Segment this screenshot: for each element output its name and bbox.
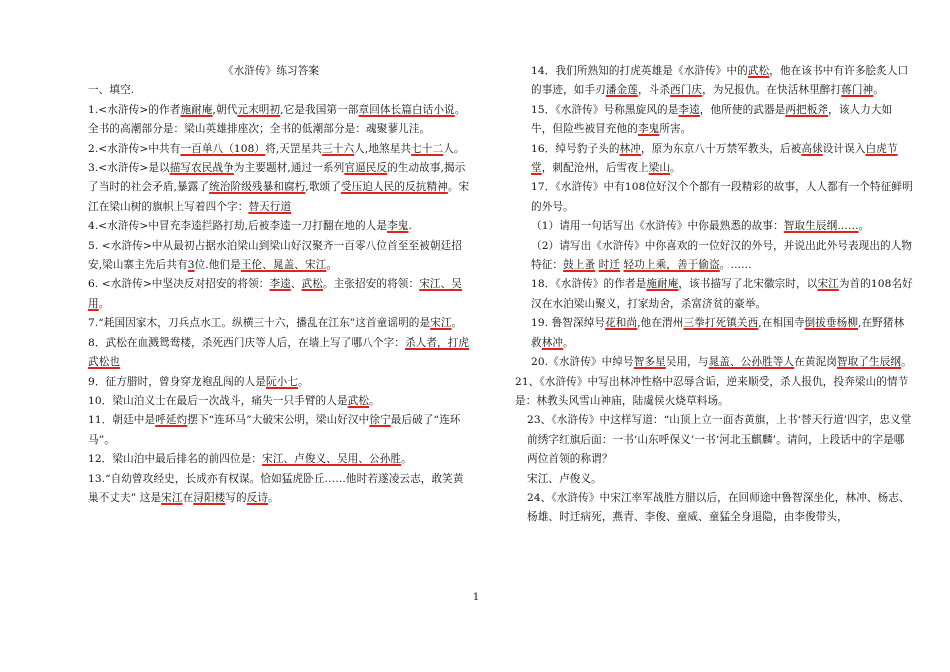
right-column [515, 62, 913, 528]
question-5: 5. <水浒传>中从最初占据水泊梁山到梁山好汉聚齐一百零八位首至至被朝廷招安,梁山寨主先后共有3位.他们是王伦、晁盖、宋江。 [88, 239, 462, 272]
answer: 宋江 [817, 278, 839, 291]
answer: 武松 [301, 278, 323, 291]
answer: 章回体长篇白话小说 [358, 103, 455, 116]
answer: 潘金莲 [605, 84, 638, 97]
left-column [72, 62, 470, 508]
answer: 三拳打死镇关西 [683, 317, 759, 330]
question-4: 4.<水浒传>中冒充李逵拦路打劫,后被李逵一刀打翻在地的人是李鬼. [88, 220, 412, 233]
answer: 宋江 [430, 317, 452, 330]
answer: 林冲 [541, 336, 564, 349]
answer: 李逵 [269, 278, 291, 291]
answer: 杀人者，打虎武松也 [88, 336, 470, 369]
answer: 呼延灼 [155, 414, 188, 427]
question-23-answer: 宋江、卢俊义。 [527, 472, 602, 485]
answer: 西门庆 [670, 84, 703, 97]
answer: 一百单八（108） [180, 142, 266, 155]
question-24: 24、《水浒传》中宋江率军战胜方腊以后，在回师途中鲁智深坐化，林冲、杨志、杨雄、时迁病死，燕青、李俊、童威、童猛全身退隐，由李俊带头， [527, 491, 910, 524]
question-1: 1.<水浒传>的作者施耐庵,朝代元末明初,它是我国第一部章回体长篇白话小说。全书的高潮部分是：梁山英雄排座次；全书的低潮部分是：魂聚蓼儿洼。 [88, 103, 466, 136]
question-6: 6. <水浒传>中坚决反对招安的将领：李逵、武松。主张招安的将领：宋江、吴用。 [88, 278, 462, 310]
answer: 王伦、晁盖、宋江 [240, 259, 327, 272]
answer: 武松 [747, 65, 770, 77]
answer: 七十二 [411, 142, 444, 155]
question-9: 9．征方腊时，曾身穿龙袍乱闯的人是阮小七。 [88, 375, 309, 388]
question-14: 14．我们所熟知的打虎英雄是《水浒传》中的武松，他在该书中有许多脍炙人口的事迹，如手刃潘金莲，斗杀西门庆，为兄报仇。在快活林里醉打蒋门神。 [531, 65, 909, 97]
answer: 宋江 [161, 491, 183, 504]
answer: 白虎节堂 [531, 142, 898, 175]
answer: 鼓上蚤 [563, 259, 596, 272]
answer: 智取了生辰纲 [836, 356, 902, 369]
question-13: 13.“自幼曾攻经史，长成亦有权谋。恰如猛虎卧丘……他时若遂凌云志，敢笑黄巢不丈夫” 这是宋江在浔阳楼写的反诗。 [88, 472, 464, 504]
answer: 阮小七 [265, 375, 299, 388]
answer: 武松 [347, 394, 370, 407]
question-21: 21、《水浒传》中写出林冲性格中忍辱含诟，逆来顺受，杀人报仇，投奔梁山的情节是：林教头风雪山神庙，陆虞侯火烧草料场。 [515, 375, 909, 407]
answer: 徐宁 [369, 414, 391, 427]
question-17-part-2: （2）请写出《水浒传》中你喜欢的一位好汉的外号，并说出此外号表现出的人物特征：鼓上蚤 时迁 轻功上乘，善于偷盗。…… [531, 239, 913, 272]
question-7: 7.“耗国因家木，刀兵点水工。纵横三十六，播乱在江东”这首童谣明的是宋江。 [88, 317, 463, 330]
answer: 高俅 [801, 142, 823, 155]
answer: 施耐庵 [180, 103, 213, 116]
answer: 梁山 [648, 162, 671, 175]
question-10: 10．梁山泊义士在最后一次战斗，痛失一只手臂的人是武松。 [88, 394, 380, 407]
answer: 描写农民战争 [169, 162, 234, 175]
question-2: 2.<水浒传>中共有一百单八（108）将,天罡星共三十六人,地煞星共七十二人。 [88, 142, 465, 155]
answer: 倒拔垂杨柳 [804, 317, 859, 330]
answer: 官逼民反 [344, 162, 388, 175]
answer: 李逵 [678, 103, 700, 116]
question-18: 18．《水浒传》的作者是施耐庵，该书描写了北宋徽宗时，以宋江为首的108名好汉在水泊梁山聚义，打家劫舍，杀富济贫的豪举。 [531, 278, 913, 310]
document-title: 《水浒传》练习答案 [222, 65, 320, 77]
question-19: 19. 鲁智深绰号花和尚,他在渭州三拳打死镇关西,在相国寺倒拔垂杨柳,在野猪林救林冲。 [531, 317, 905, 349]
question-23: 23、《水浒传》中这样写道：“山顶上立一面杏黄旗，上书‘替天行道’四字，忠义堂前绣字红旗后面：一书‘山东呼保义’一书‘河北玉麒麟’。请问，上段话中的字是哪两位首领的称谓？ [527, 414, 912, 466]
answer: 轻功上乘，善于偷盗 [623, 259, 720, 272]
question-16: 16．绰号豹子头的林冲，原为东京八十万禁军教头，后被高俅设计误入白虎节堂，刺配沧州，后雪夜上梁山。 [531, 142, 898, 175]
answer: 蒋门神 [841, 84, 874, 97]
question-8: 8．武松在血溅鸳鸯楼，杀死西门庆等人后，在墙上写了哪八个字：杀人者，打虎武松也 [88, 336, 470, 369]
answer: 替天行道 [248, 200, 292, 213]
answer: 时迁 [598, 259, 621, 272]
question-15: 15．《水浒传》号称黑旋风的是李逵，他所使的武器是两把板斧，该人力大如牛，但险些被冒充他的李鬼所害。 [531, 103, 893, 136]
answer: 元末明初 [237, 103, 281, 116]
section-heading: 一、填空. [88, 84, 135, 97]
answer: 林冲 [619, 142, 641, 155]
question-20: 20.《水浒传》中绰号智多星吴用，与晁盖、公孙胜等人在黄泥岗智取了生辰纲。 [531, 356, 912, 369]
answer: 两把板斧 [785, 103, 829, 116]
answer: 晁盖、公孙胜等人 [708, 356, 795, 369]
answer: 李鬼 [387, 220, 409, 233]
answer: 受压迫人民的反抗精神 [340, 181, 448, 194]
answer: 施耐庵 [646, 278, 679, 291]
answer: 三十六 [322, 142, 355, 155]
answer: 宋江、吴用 [88, 278, 462, 310]
question-3: 3.<水浒传>是以描写农民战争为主要题材,通过一系列官逼民反的生动故事,揭示了当时的社会矛盾,暴露了统治阶级残暴和腐朽,歌颂了受压迫人民的反抗精神。宋江在梁山树的旗帜上写着四个字：替天行道 [88, 162, 470, 213]
answer: 宋江、卢俊义、吴用、公孙胜 [262, 453, 402, 466]
question-12: 12．梁山泊中最后排名的前四位是：宋江、卢俊义、吴用、公孙胜。 [88, 453, 412, 466]
answer: 3 [187, 259, 195, 272]
question-11: 11．朝廷中是呼延灼摆下“连环马”大破宋公明，梁山好汉中徐宁最后破了“连环马”。 [88, 414, 461, 446]
answer: 花和尚 [605, 317, 638, 330]
answer: 浔阳楼 [193, 491, 226, 504]
answer: 反诗 [246, 491, 269, 504]
page-number: 1 [472, 592, 480, 603]
answer: 统治阶级残暴和腐朽 [209, 181, 306, 194]
answer: 智取生辰纲…… [783, 220, 859, 233]
question-17-part-1: （1）请用一句话写出《水浒传》中你最熟悉的故事：智取生辰纲……。 [531, 220, 870, 233]
question-17: 17．《水浒传》中有108位好汉个个都有一段精彩的故事，人人都有一个特征鲜明的外号。 [531, 181, 913, 213]
answer: 智多星 [633, 356, 666, 369]
answer: 李鬼 [637, 123, 660, 136]
